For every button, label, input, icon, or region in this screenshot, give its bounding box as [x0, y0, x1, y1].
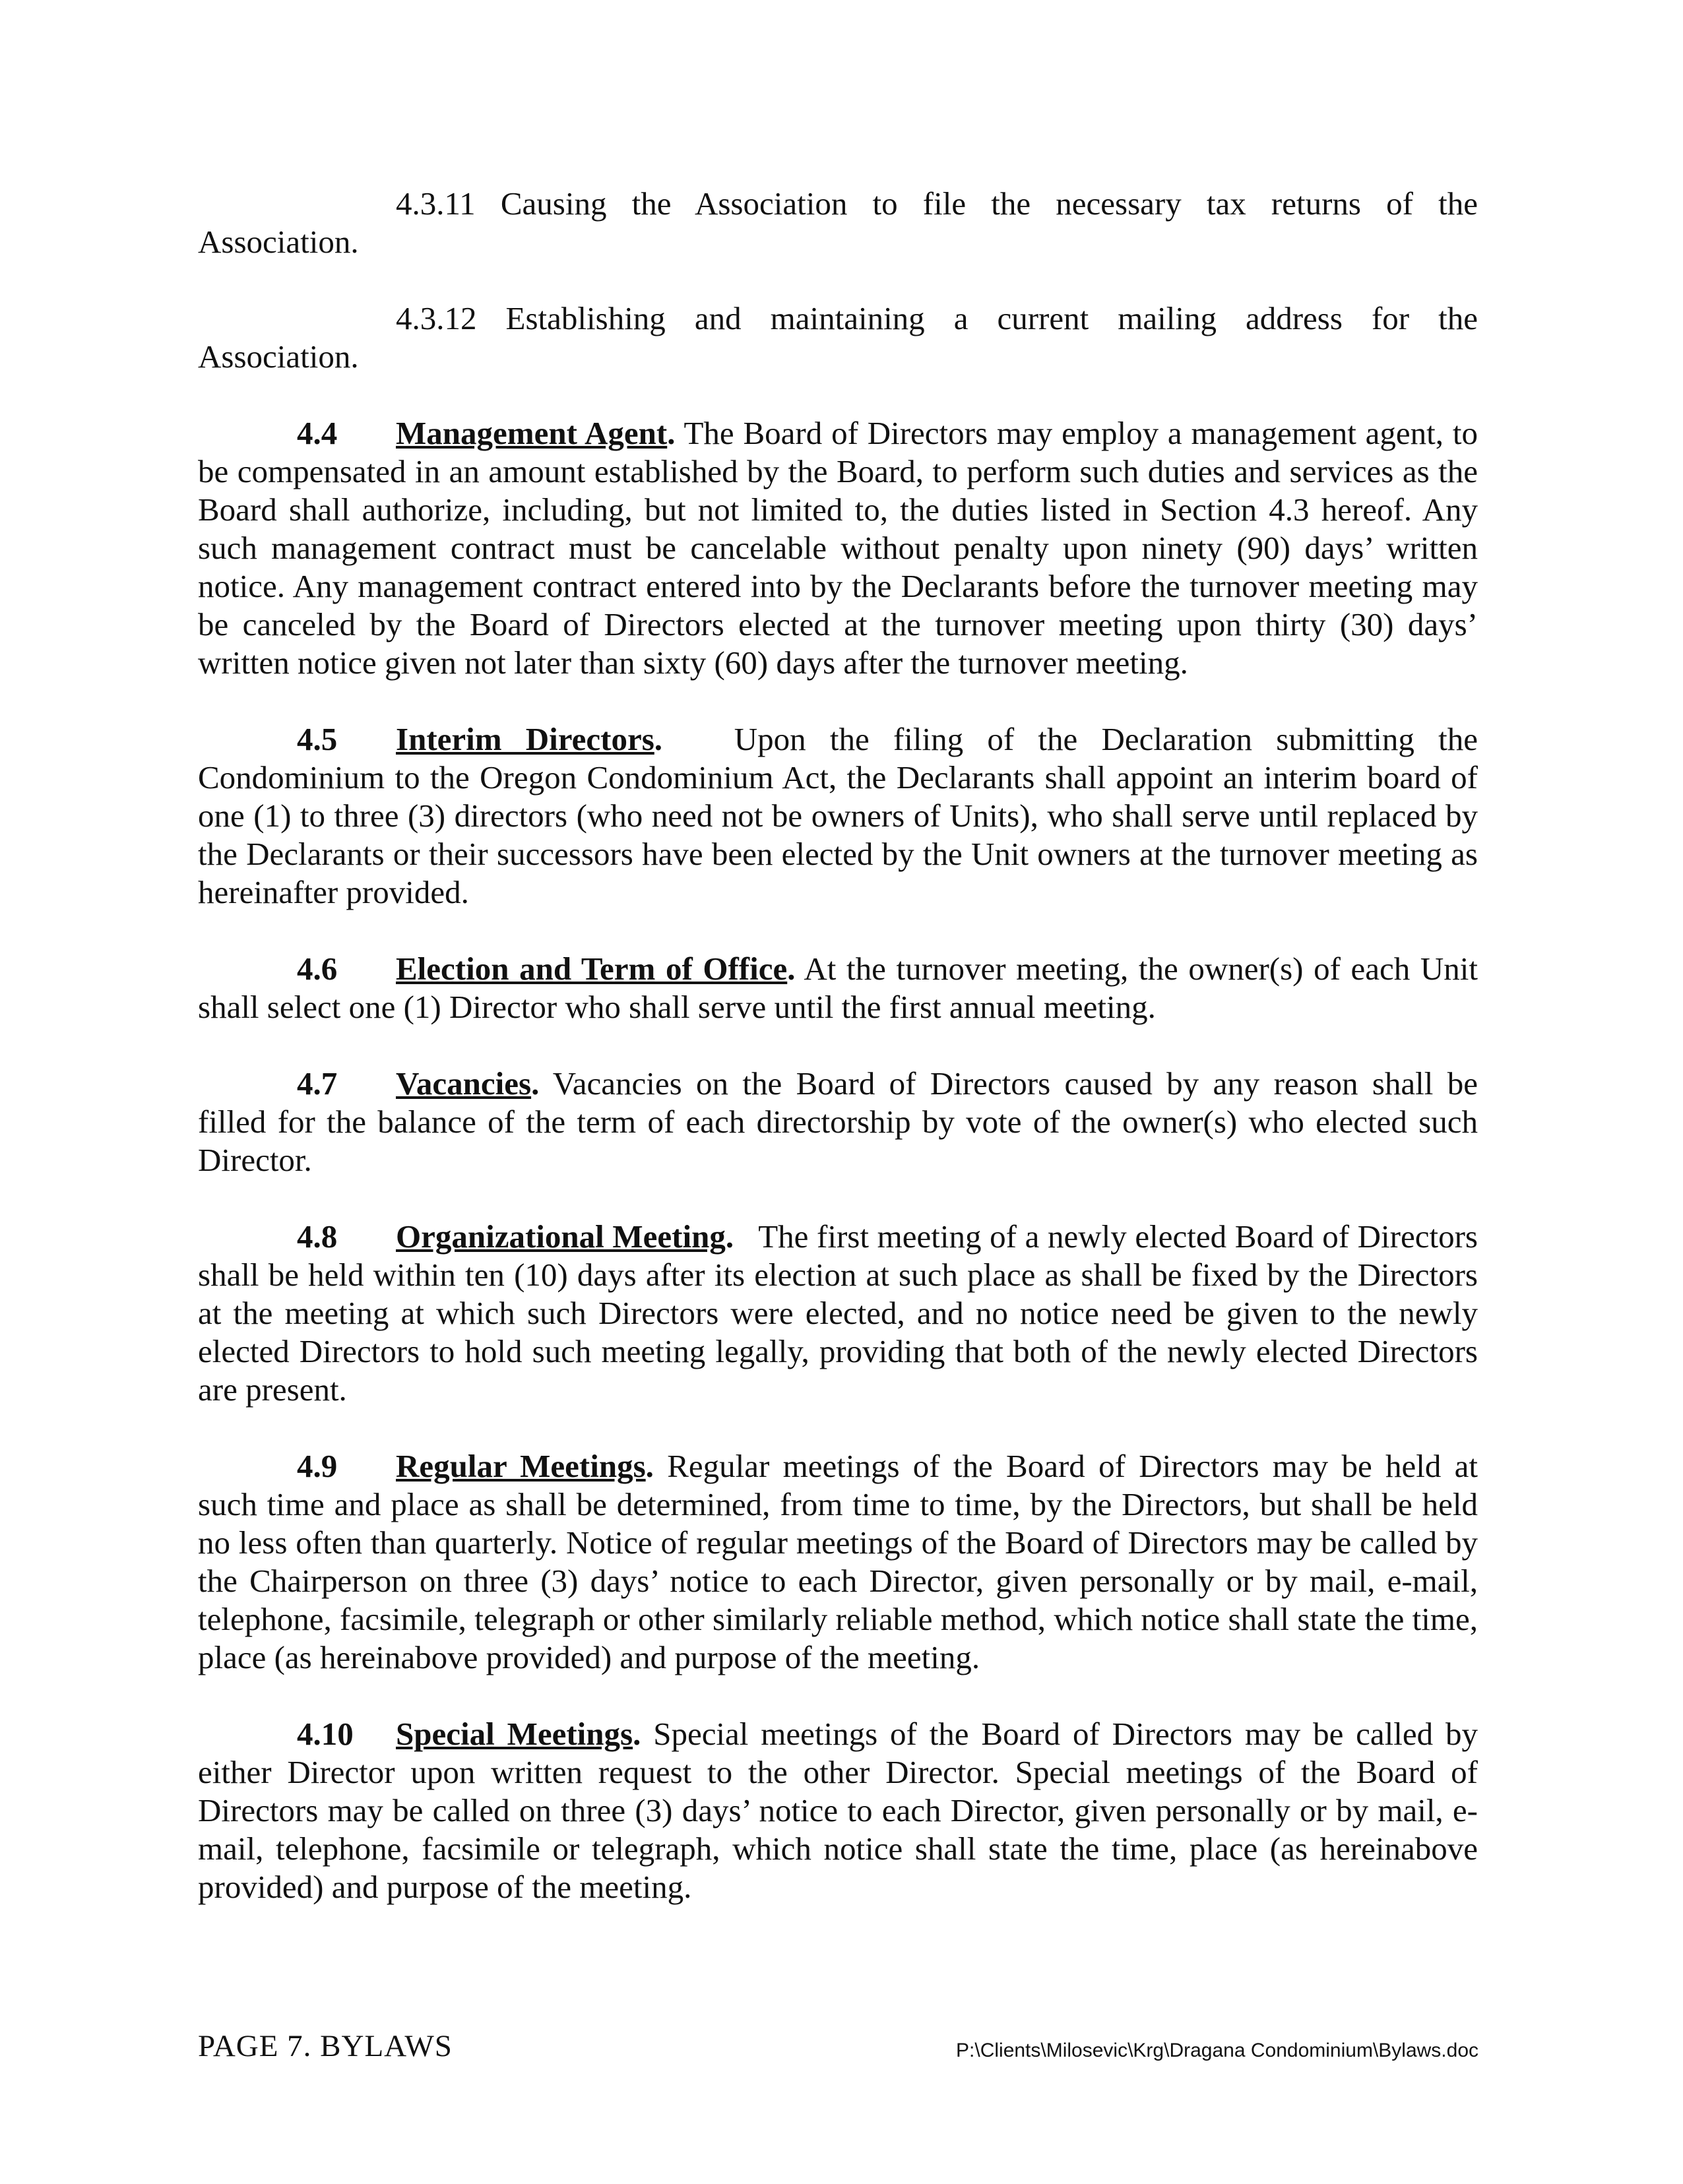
section-heading: Special Meetings [396, 1716, 633, 1752]
section-body: Special meetings of the Board of Directors may be called by either Director upon written request to the other Director. Special meetings of the Board of Directors may be called on three (3) days’ notice to each Director, given personally or by mail, e-mail, telephone, facsimile or telegraph, which notice shall state the time, place (as hereinabove provided) and purpose of the meeting. [198, 1716, 1478, 1905]
subsection-number: 4.3.11 [396, 185, 476, 222]
section-4-8: 4.8 Organizational Meeting. The first meeting of a newly elected Board of Directors shall be held within ten (10) days after its election at such place as shall be fixed by the Directors at the meeting at which such Directors were elected, and no notice need be given to the newly elected Directors to hold such meeting legally, providing that both of the newly elected Directors are present. [198, 1218, 1478, 1408]
section-body: Vacancies on the Board of Directors caused by any reason shall be filled for the balance of the term of each directorship by vote of the owner(s) who elected such Director. [198, 1065, 1478, 1178]
section-number: 4.7 [297, 1065, 338, 1102]
subsection-continuation: Association. [198, 338, 359, 375]
section-number: 4.10 [297, 1716, 354, 1752]
section-heading: Vacancies [396, 1065, 532, 1102]
subsection-text: Causing the Association to file the necessary tax returns of the [500, 185, 1478, 222]
footer-file-path: P:\Clients\Milosevic\Krg\Dragana Condominium\Bylaws.doc [956, 2040, 1478, 2061]
section-number: 4.8 [297, 1218, 338, 1255]
section-number: 4.4 [297, 415, 338, 451]
section-4-4: 4.4 Management Agent. The Board of Directors may employ a management agent, to be compensated in an amount established by the Board, to perform such duties and services as the Board shall authorize, including, but not limited to, the duties listed in Section 4.3 hereof. Any such management contract must be cancelable without penalty upon ninety (90) days’ written notice. Any management contract entered into by the Declarants before the turnover meeting may be canceled by the Board of Directors elected at the turnover meeting upon thirty (30) days’ written notice given not later than sixty (60) days after the turnover meeting. [198, 415, 1478, 681]
section-number: 4.9 [297, 1448, 338, 1484]
section-body: Upon the filing of the Declaration submitting the Condominium to the Oregon Condominium Act, the Declarants shall appoint an interim board of one (1) to three (3) directors (who need not be owners of Units), who shall serve until replaced by the Declarants or their successors have been elected by the Unit owners at the turnover meeting as hereinafter provided. [198, 721, 1478, 910]
subsection-number: 4.3.12 [396, 300, 477, 336]
subsection-continuation: Association. [198, 224, 359, 260]
section-heading: Management Agent [396, 415, 668, 451]
section-heading: Organizational Meeting [396, 1218, 726, 1255]
section-body: The Board of Directors may employ a management agent, to be compensated in an amount established by the Board, to perform such duties and services as the Board shall authorize, including, but not limited to, the duties listed in Section 4.3 hereof. Any such management contract must be cancelable without penalty upon ninety (90) days’ written notice. Any management contract entered into by the Declarants before the turnover meeting may be canceled by the Board of Directors elected at the turnover meeting upon thirty (30) days’ written notice given not later than sixty (60) days after the turnover meeting. [198, 415, 1478, 681]
subsection-4-3-11 [198, 185, 1478, 261]
footer-page-label: PAGE 7. BYLAWS [198, 2029, 453, 2063]
section-body: Regular meetings of the Board of Directors may be held at such time and place as shall be determined, from time to time, by the Directors, but shall be held no less often than quarterly. Notice of regular meetings of the Board of Directors may be called by the Chairperson on three (3) days’ notice to each Director, given personally or by mail, e-mail, telephone, facsimile, telegraph or other similarly reliable method, which notice shall state the time, place (as hereinabove provided) and purpose of the meeting. [198, 1448, 1478, 1675]
section-4-7: 4.7 Vacancies. Vacancies on the Board of Directors caused by any reason shall be filled for the balance of the term of each directorship by vote of the owner(s) who elected such Director. [198, 1065, 1478, 1178]
section-4-9: 4.9 Regular Meetings. Regular meetings of the Board of Directors may be held at such time and place as shall be determined, from time to time, by the Directors, but shall be held no less often than quarterly. Notice of regular meetings of the Board of Directors may be called by the Chairperson on three (3) days’ notice to each Director, given personally or by mail, e-mail, telephone, facsimile, telegraph or other similarly reliable method, which notice shall state the time, place (as hereinabove provided) and purpose of the meeting. [198, 1448, 1478, 1675]
section-body: The first meeting of a newly elected Board of Directors shall be held within ten (10) days after its election at such place as shall be fixed by the Directors at the meeting at which such Directors were elected, and no notice need be given to the newly elected Directors to hold such meeting legally, providing that both of the newly elected Directors are present. [198, 1218, 1478, 1408]
section-number: 4.6 [297, 951, 338, 987]
section-4-5: 4.5 Interim Directors. Upon the filing of the Declaration submitting the Condominium to the Oregon Condominium Act, the Declarants shall appoint an interim board of one (1) to three (3) directors (who need not be owners of Units), who shall serve until replaced by the Declarants or their successors have been elected by the Unit owners at the turnover meeting as hereinafter provided. [198, 721, 1478, 910]
subsection-4-3-12 [198, 299, 1478, 376]
section-number: 4.5 [297, 721, 338, 757]
document-body [198, 185, 1478, 1945]
section-heading: Interim Directors [396, 721, 654, 757]
section-4-6: 4.6 Election and Term of Office. At the turnover meeting, the owner(s) of each Unit shall select one (1) Director who shall serve until the first annual meeting. [198, 951, 1478, 1025]
section-4-10: 4.10 Special Meetings. Special meetings of the Board of Directors may be called by either Director upon written request to the other Director. Special meetings of the Board of Directors may be called on three (3) days’ notice to each Director, given personally or by mail, e-mail, telephone, facsimile or telegraph, which notice shall state the time, place (as hereinabove provided) and purpose of the meeting. [198, 1716, 1478, 1905]
subsection-text: Establishing and maintaining a current mailing address for the [505, 300, 1478, 336]
section-heading: Regular Meetings [396, 1448, 646, 1484]
section-heading: Election and Term of Office [396, 951, 788, 987]
section-body: At the turnover meeting, the owner(s) of each Unit shall select one (1) Director who shall serve until the first annual meeting. [198, 951, 1478, 1025]
